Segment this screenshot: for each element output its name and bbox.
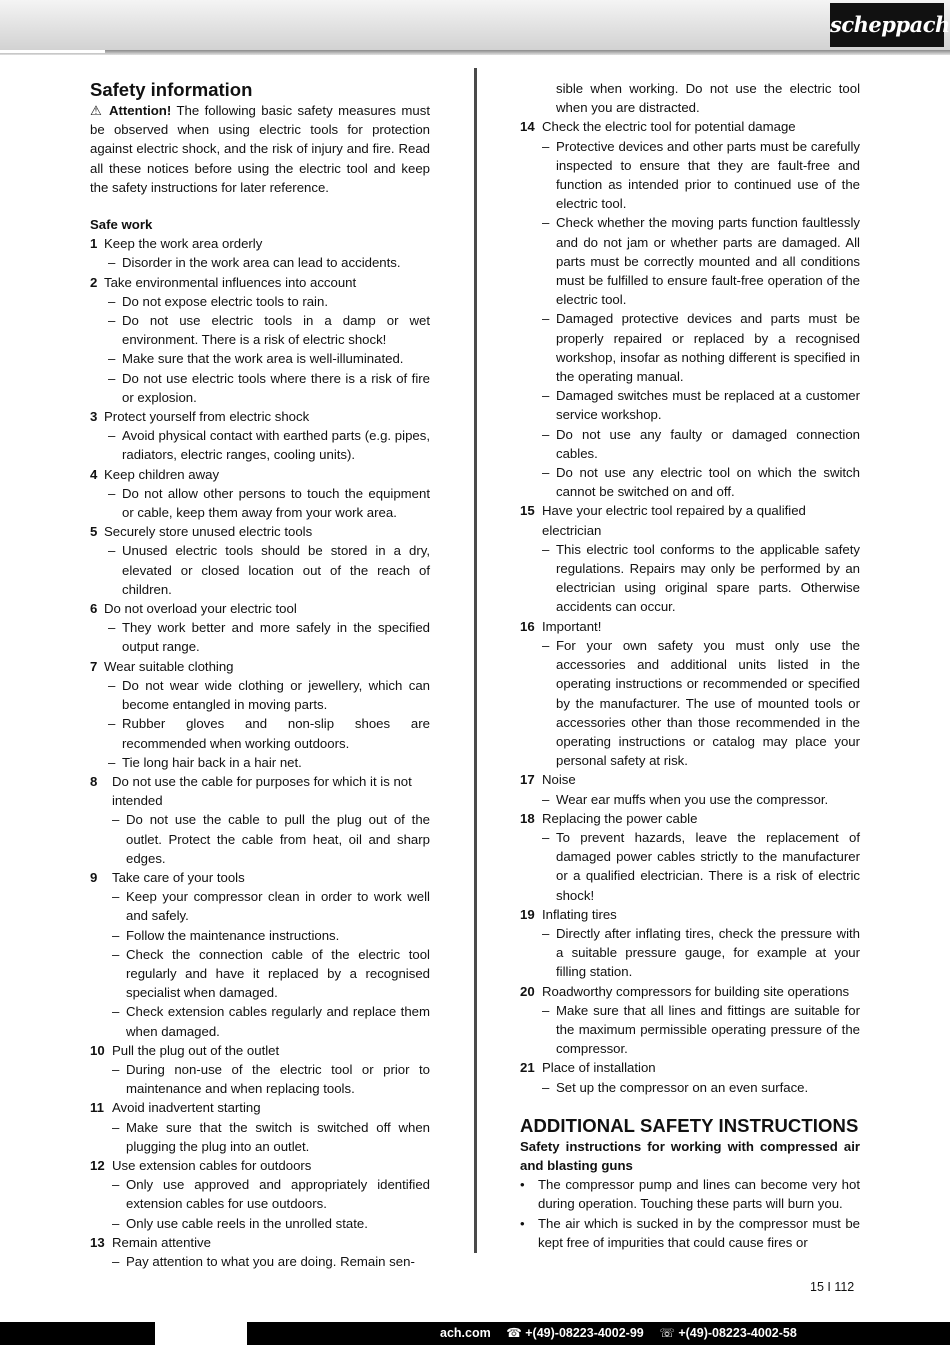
right-column bbox=[520, 79, 860, 1252]
item-title: Do not overload your electric tool bbox=[104, 601, 297, 617]
item-number: 13 bbox=[90, 1234, 105, 1250]
dash-marker: – bbox=[542, 1002, 550, 1018]
bullet-text: The air which is sucked in by the compressor must be kept free of impurities that could cause fires or bbox=[538, 1215, 860, 1250]
list-bullet bbox=[90, 753, 430, 772]
item-title: Inflating tires bbox=[542, 906, 617, 922]
item-title: Check the electric tool for potential damage bbox=[542, 119, 796, 135]
item-title: Important! bbox=[542, 618, 602, 634]
item-title: Wear suitable clothing bbox=[104, 658, 234, 674]
bullet-text: Disorder in the work area can lead to accidents. bbox=[122, 255, 401, 271]
bullet-text: Only use approved and appropriately identified extension cables for use outdoors. bbox=[126, 1177, 430, 1212]
list-bullet bbox=[520, 309, 860, 386]
bullet-text: This electric tool conforms to the applicable safety regulations. Repairs may only be performed by an electrician using original spare parts. Otherwise accidents can occur. bbox=[556, 541, 860, 615]
safe-work-heading: Safe work bbox=[90, 217, 153, 233]
item-title: Roadworthy compressors for building site operations bbox=[542, 983, 850, 999]
list-item bbox=[90, 868, 430, 887]
list-item bbox=[90, 599, 430, 618]
bullet-text: To prevent hazards, leave the replacement of damaged power cables strictly to the manufacturer or a qualified electrician. There is a risk of electric shock! bbox=[556, 829, 860, 903]
list-bullet bbox=[520, 386, 860, 424]
dash-marker: – bbox=[542, 388, 550, 404]
item-title: Have your electric tool repaired by a qualified electrician bbox=[542, 503, 806, 538]
item-number: 11 bbox=[90, 1100, 104, 1116]
item-number: 21 bbox=[520, 1060, 535, 1076]
column-divider bbox=[474, 68, 477, 1253]
list-item bbox=[90, 407, 430, 426]
continuation-text: sible when working. Do not use the electric tool when you are distracted. bbox=[556, 81, 860, 116]
bullet-text: Pay attention to what you are doing. Remain sen- bbox=[126, 1253, 415, 1269]
footer-website[interactable]: ach.com bbox=[440, 1326, 491, 1340]
bullet-text: Only use cable reels in the unrolled state. bbox=[126, 1215, 368, 1231]
dash-marker: – bbox=[112, 1215, 120, 1231]
item-number: 5 bbox=[90, 524, 98, 540]
footer-fax: ☏ +(49)-08223-4002-58 bbox=[659, 1326, 797, 1340]
left-item-list bbox=[90, 234, 430, 1271]
item-title: Replacing the power cable bbox=[542, 810, 698, 826]
bullet-text: Protective devices and other parts must be carefully inspected to ensure that they are fault-free and function as intended prior to continued use of the electric tool. bbox=[556, 138, 860, 212]
item-number: 10 bbox=[90, 1042, 105, 1058]
bullet-text: Check the connection cable of the electric tool regularly and have it replaced by a recognised specialist when damaged. bbox=[126, 946, 430, 1001]
bullet-text: Do not wear wide clothing or jewellery, which can become entangled in moving parts. bbox=[122, 677, 430, 713]
right-item-list bbox=[520, 117, 860, 1096]
additional-bullet-list bbox=[520, 1175, 860, 1252]
item-number: 17 bbox=[520, 772, 535, 788]
bullet-text: They work better and more safely in the specified output range. bbox=[122, 620, 430, 655]
list-item bbox=[90, 772, 430, 810]
list-bullet bbox=[90, 926, 430, 945]
list-bullet bbox=[90, 618, 430, 656]
list-bullet bbox=[520, 1001, 860, 1059]
list-bullet bbox=[90, 1175, 430, 1213]
item-number: 19 bbox=[520, 906, 535, 922]
bullet-text: Do not use electric tools in a damp or wet environment. There is a risk of electric shock! bbox=[122, 313, 430, 348]
list-item bbox=[520, 501, 860, 539]
dash-marker: – bbox=[542, 138, 550, 154]
list-bullet bbox=[90, 676, 430, 714]
list-bullet bbox=[520, 425, 860, 463]
bullet-text: Wear ear muffs when you use the compressor. bbox=[556, 791, 829, 807]
footer-phone: ☎ +(49)-08223-4002-99 bbox=[506, 1326, 644, 1340]
dash-marker: – bbox=[108, 428, 116, 444]
dash-marker: – bbox=[542, 925, 550, 941]
list-bullet bbox=[90, 292, 430, 311]
dash-marker: – bbox=[112, 812, 120, 828]
list-bullet bbox=[90, 426, 430, 464]
bullet-text: Damaged switches must be replaced at a customer service workshop. bbox=[556, 388, 860, 423]
item-title: Protect yourself from electric shock bbox=[104, 409, 310, 425]
item-number: 2 bbox=[90, 274, 98, 290]
list-bullet bbox=[520, 828, 860, 905]
dash-marker: – bbox=[542, 465, 550, 481]
list-bullet bbox=[90, 1118, 430, 1156]
bullet-text: Check whether the moving parts function faultlessly and do not jam or whether parts are damaged. All parts must be correctly mounted and all conditions must be fulfilled to ensure fault-free operation of the electric tool. bbox=[556, 215, 860, 308]
bullet-text: Unused electric tools should be stored in a dry, elevated or closed location out of the reach of children. bbox=[122, 543, 430, 597]
list-item bbox=[90, 1041, 430, 1060]
dash-marker: – bbox=[108, 293, 116, 309]
bullet-text: The compressor pump and lines can become very hot during operation. Touching these parts will burn you. bbox=[538, 1177, 860, 1212]
list-bullet bbox=[90, 1252, 430, 1271]
list-item bbox=[520, 117, 860, 136]
dash-marker: – bbox=[542, 791, 550, 807]
list-bullet bbox=[90, 810, 430, 868]
dash-marker: – bbox=[542, 1079, 550, 1095]
additional-bullet bbox=[520, 1175, 860, 1213]
item-title: Noise bbox=[542, 772, 576, 788]
item-number: 1 bbox=[90, 236, 98, 252]
header-bar bbox=[0, 0, 950, 50]
item-title: Remain attentive bbox=[112, 1234, 211, 1250]
warning-icon: ⚠ bbox=[90, 103, 104, 118]
list-item bbox=[90, 1156, 430, 1175]
item-title: Keep children away bbox=[104, 466, 220, 482]
list-bullet bbox=[90, 349, 430, 368]
list-item bbox=[520, 1058, 860, 1077]
dash-marker: – bbox=[542, 426, 550, 442]
bullet-text: Make sure that the switch is switched off when plugging the plug into an outlet. bbox=[126, 1119, 430, 1154]
list-bullet bbox=[90, 1214, 430, 1233]
list-bullet bbox=[90, 311, 430, 349]
bullet-text: Do not use the cable to pull the plug out of the outlet. Protect the cable from heat, oil and sharp edges. bbox=[126, 812, 430, 866]
list-item bbox=[520, 982, 860, 1001]
bullet-text: Do not expose electric tools to rain. bbox=[122, 293, 328, 309]
list-bullet bbox=[90, 253, 430, 272]
list-bullet bbox=[520, 137, 860, 214]
list-item bbox=[90, 1233, 430, 1252]
list-bullet bbox=[520, 463, 860, 501]
header-shadow bbox=[0, 50, 950, 55]
item-title: Securely store unused electric tools bbox=[104, 524, 313, 540]
list-bullet bbox=[90, 1002, 430, 1040]
item-title: Keep the work area orderly bbox=[104, 236, 263, 252]
item-title: Take environmental influences into account bbox=[104, 274, 357, 290]
dash-marker: – bbox=[542, 215, 550, 231]
bullet-text: For your own safety you must only use the accessories and additional units listed in the operating instructions or recommended or specified by the manufacturer. The use of mounted tools or accessories other than those recommended in the operating instructions or catalog may place your personal safety at risk. bbox=[556, 637, 860, 769]
additional-bullet bbox=[520, 1214, 860, 1252]
left-column bbox=[90, 79, 430, 1271]
dash-marker: – bbox=[112, 1004, 120, 1020]
bullet-text: Directly after inflating tires, check the pressure with a suitable pressure gauge, for example at your filling station. bbox=[556, 925, 860, 980]
list-bullet bbox=[90, 369, 430, 407]
dash-marker: – bbox=[108, 677, 116, 693]
dash-marker: – bbox=[112, 1119, 120, 1135]
dash-marker: – bbox=[542, 541, 550, 557]
item-number: 3 bbox=[90, 409, 98, 425]
bullet-marker: • bbox=[520, 1215, 525, 1231]
list-bullet bbox=[90, 714, 430, 752]
dash-marker: – bbox=[108, 716, 116, 732]
dash-marker: – bbox=[112, 1061, 120, 1077]
item-number: 12 bbox=[90, 1157, 105, 1173]
bullet-text: Do not allow other persons to touch the equipment or cable, keep them away from your work area. bbox=[122, 485, 430, 521]
item-number: 20 bbox=[520, 983, 535, 999]
dash-marker: – bbox=[112, 1253, 120, 1269]
dash-marker: – bbox=[108, 313, 116, 329]
list-bullet bbox=[90, 484, 430, 522]
dash-marker: – bbox=[112, 946, 120, 962]
list-item bbox=[520, 905, 860, 924]
list-bullet bbox=[90, 887, 430, 925]
bullet-text: During non-use of the electric tool or prior to maintenance and when replacing tools. bbox=[126, 1061, 430, 1097]
dash-marker: – bbox=[108, 485, 116, 501]
list-bullet bbox=[520, 636, 860, 770]
dash-marker: – bbox=[108, 370, 116, 386]
dash-marker: – bbox=[108, 543, 116, 559]
list-bullet bbox=[520, 540, 860, 617]
bullet-text: Follow the maintenance instructions. bbox=[126, 927, 340, 943]
dash-marker: – bbox=[542, 311, 550, 327]
bullet-text: Make sure that the work area is well-illuminated. bbox=[122, 351, 404, 367]
list-bullet bbox=[90, 541, 430, 599]
dash-marker: – bbox=[108, 255, 116, 271]
list-bullet bbox=[520, 1078, 860, 1097]
list-bullet bbox=[90, 1060, 430, 1098]
list-item bbox=[90, 465, 430, 484]
list-item bbox=[90, 234, 430, 253]
item-title: Place of installation bbox=[542, 1060, 656, 1076]
item-number: 9 bbox=[90, 869, 98, 885]
dash-marker: – bbox=[108, 351, 116, 367]
brand-logo: scheppach bbox=[830, 3, 944, 47]
bullet-text: Set up the compressor on an even surface. bbox=[556, 1079, 809, 1095]
intro-text: The following basic safety measures must be observed when using electric tools for protection against electric shock, and the risk of injury and fire. Read all these notices before using the electric tool and keep the safety instructions for later reference. bbox=[90, 103, 430, 195]
bullet-marker: • bbox=[520, 1177, 525, 1193]
bullet-text: Make sure that all lines and fittings are suitable for the maximum permissible operating pressure of the compressor. bbox=[556, 1002, 860, 1057]
additional-subtitle: Safety instructions for working with compressed air and blasting guns bbox=[520, 1138, 860, 1173]
footer-contact bbox=[440, 1322, 809, 1345]
item-number: 15 bbox=[520, 503, 535, 519]
dash-marker: – bbox=[542, 637, 550, 653]
bullet-text: Tie long hair back in a hair net. bbox=[122, 754, 302, 770]
bullet-text: Check extension cables regularly and replace them when damaged. bbox=[126, 1004, 430, 1039]
bullet-text: Keep your compressor clean in order to work well and safely. bbox=[126, 889, 430, 924]
dash-marker: – bbox=[108, 620, 116, 636]
list-item bbox=[90, 522, 430, 541]
section-title: Safety information bbox=[90, 79, 253, 100]
list-item bbox=[520, 617, 860, 636]
header-notch bbox=[0, 50, 105, 53]
bullet-text: Do not use electric tools where there is a risk of fire or explosion. bbox=[122, 370, 430, 405]
item-number: 6 bbox=[90, 601, 98, 617]
list-item bbox=[90, 273, 430, 292]
list-item bbox=[90, 1098, 430, 1117]
page-number: 15 I 112 bbox=[810, 1280, 855, 1294]
item-title: Pull the plug out of the outlet bbox=[112, 1042, 280, 1058]
list-bullet bbox=[520, 924, 860, 982]
list-bullet bbox=[520, 213, 860, 309]
item-number: 18 bbox=[520, 810, 535, 826]
item-number: 7 bbox=[90, 658, 98, 674]
bullet-text: Avoid physical contact with earthed parts (e.g. pipes, radiators, electric ranges, cooling units). bbox=[122, 428, 430, 463]
dash-marker: – bbox=[542, 829, 550, 845]
item-title: Take care of your tools bbox=[112, 869, 245, 885]
footer-white-block bbox=[155, 1322, 247, 1345]
attention-label: Attention! bbox=[109, 103, 172, 118]
item-number: 4 bbox=[90, 466, 98, 482]
bullet-text: Damaged protective devices and parts must be properly repaired or replaced by a recognised workshop, insofar as nothing different is specified in the operating manual. bbox=[556, 311, 860, 385]
list-item bbox=[520, 809, 860, 828]
bullet-text: Do not use any electric tool on which the switch cannot be switched on and off. bbox=[556, 465, 860, 500]
list-bullet bbox=[90, 945, 430, 1003]
item-number: 14 bbox=[520, 119, 535, 135]
dash-marker: – bbox=[112, 927, 120, 943]
item-number: 16 bbox=[520, 618, 535, 634]
intro-paragraph bbox=[90, 101, 430, 197]
list-item bbox=[520, 770, 860, 789]
bullet-text: Rubber gloves and non-slip shoes are recommended when working outdoors. bbox=[122, 716, 430, 751]
dash-marker: – bbox=[112, 1177, 120, 1193]
list-bullet bbox=[520, 790, 860, 809]
list-item bbox=[90, 657, 430, 676]
bullet-text: Do not use any faulty or damaged connection cables. bbox=[556, 426, 860, 461]
item-number: 8 bbox=[90, 773, 98, 789]
item-title: Do not use the cable for purposes for which it is not intended bbox=[112, 773, 412, 809]
dash-marker: – bbox=[112, 889, 120, 905]
additional-title: ADDITIONAL SAFETY INSTRUCTIONS bbox=[520, 1114, 859, 1136]
item-title: Use extension cables for outdoors bbox=[112, 1157, 312, 1173]
dash-marker: – bbox=[108, 754, 116, 770]
item-title: Avoid inadvertent starting bbox=[112, 1100, 261, 1116]
